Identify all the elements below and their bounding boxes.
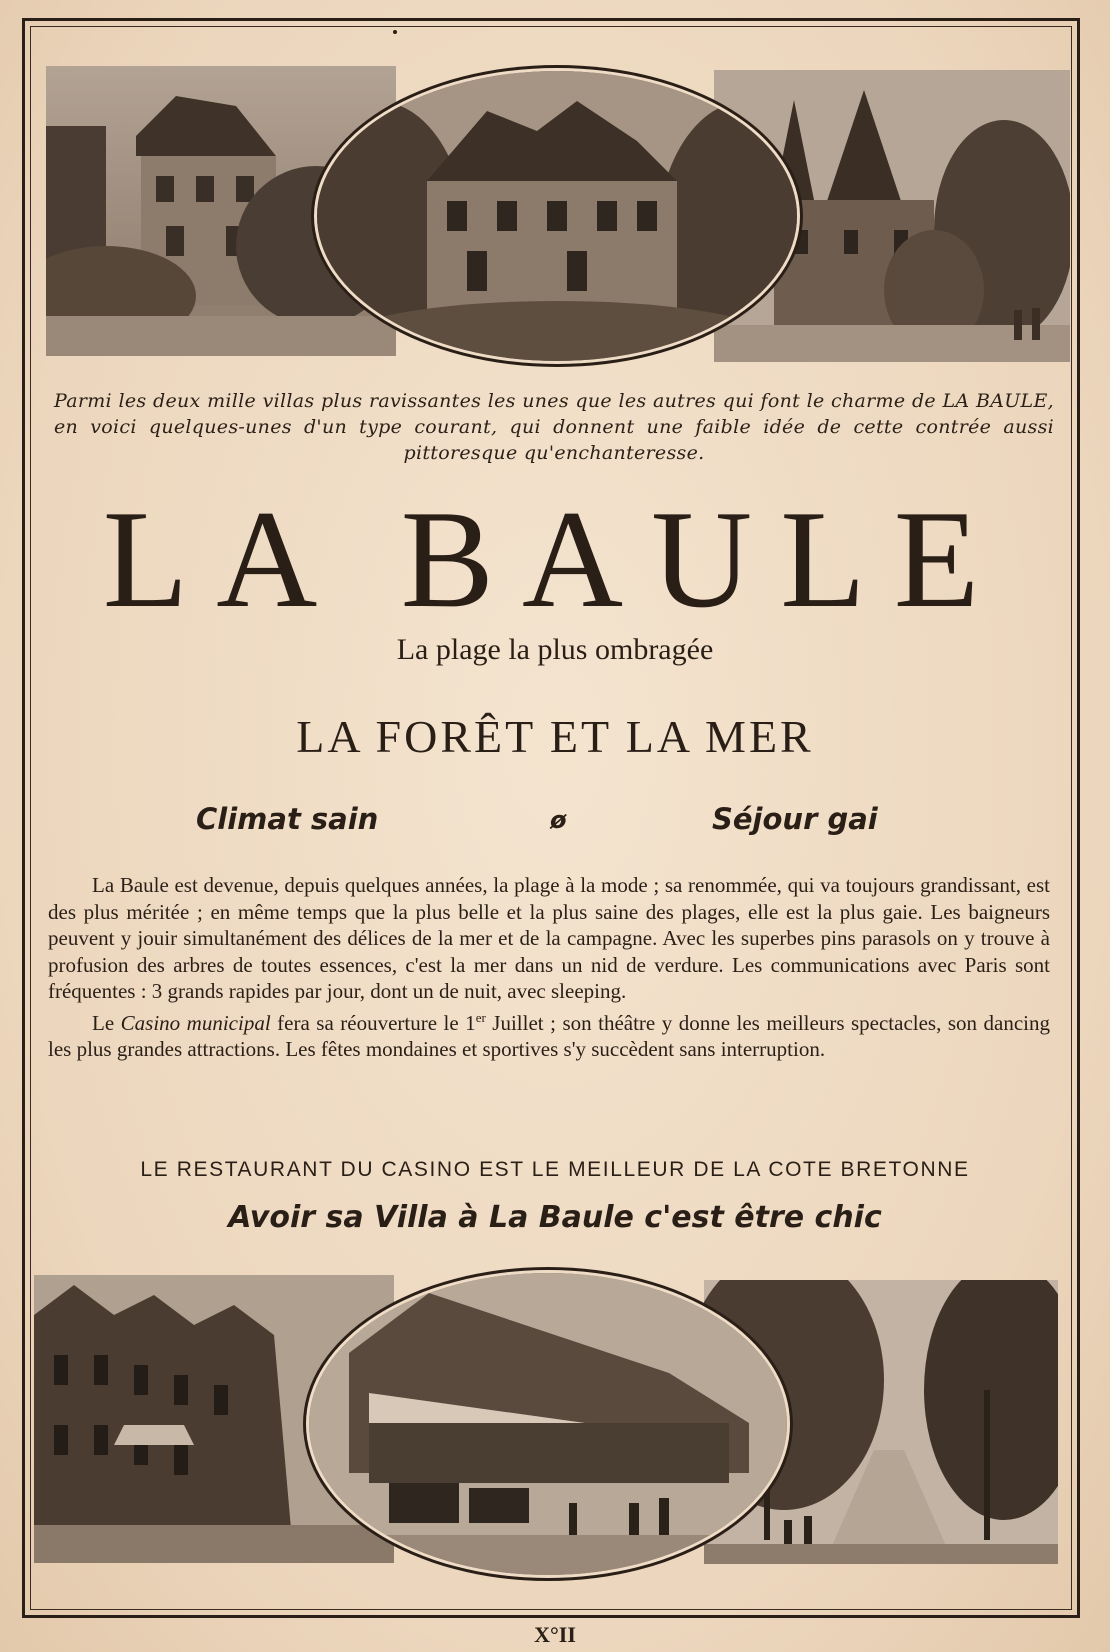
paragraph-1: La Baule est devenue, depuis quelques années, la plage à la mode ; sa renommée, qui va toujours grandissant, est des plus méritée ; en même temps que la plus belle et la plus saine des plages, elle est la plus gaie. Les baigneurs peuvent y jouir simultanément des délices de la mer et de la campagne. Avec les superbes pins parasols on y trouve à profusion des arbres de toutes essences, c'est la mer dans un nid de verdure. Les communications avec Paris sont fréquentes : 3 grands rapides par jour, dont un de nuit, avec sleeping. xyxy=(48,873,1050,1003)
p2-mid: fera sa réouverture le 1 xyxy=(270,1010,476,1035)
tagline-separator: ø xyxy=(550,806,567,834)
page-folio: X°II xyxy=(534,1622,576,1647)
p2-lead: Le xyxy=(92,1010,121,1035)
tagline-left: Climat sain xyxy=(196,802,379,836)
villa-center-oval-photo xyxy=(314,68,800,364)
slogan: Avoir sa Villa à La Baule c'est être chic xyxy=(228,1200,882,1235)
page-title: LA BAULE xyxy=(102,482,1008,637)
section-heading: LA FORÊT ET LA MER xyxy=(296,711,814,762)
p2-superscript: er xyxy=(475,1009,486,1025)
photo-caption: Parmi les deux mille villas plus ravissantes les unes que les autres qui font le charme de LA BAULE, en voici quelques-unes d'un type courant, qui donnent une faible idée de cette contrée aussi pittoresque qu'enchanteresse. xyxy=(54,390,1054,464)
paragraph-2 xyxy=(48,1005,1050,1063)
decorative-dot xyxy=(393,30,397,34)
body-text xyxy=(48,872,1050,1063)
casino-oval-photo xyxy=(306,1270,790,1578)
subtitle: La plage la plus ombragée xyxy=(396,633,714,666)
restaurant-line: LE RESTAURANT DU CASINO EST LE MEILLEUR DE LA COTE BRETONNE xyxy=(140,1158,970,1181)
p2-rest: Juillet ; son théâtre y donne les meilleurs spectacles, son dancing les plus grandes attractions. Les fêtes mondaines et sportives s'y succèdent sans interruption. xyxy=(48,1010,1050,1061)
tagline-right: Séjour gai xyxy=(712,802,878,836)
casino-municipal-text: Casino municipal xyxy=(120,1010,271,1035)
